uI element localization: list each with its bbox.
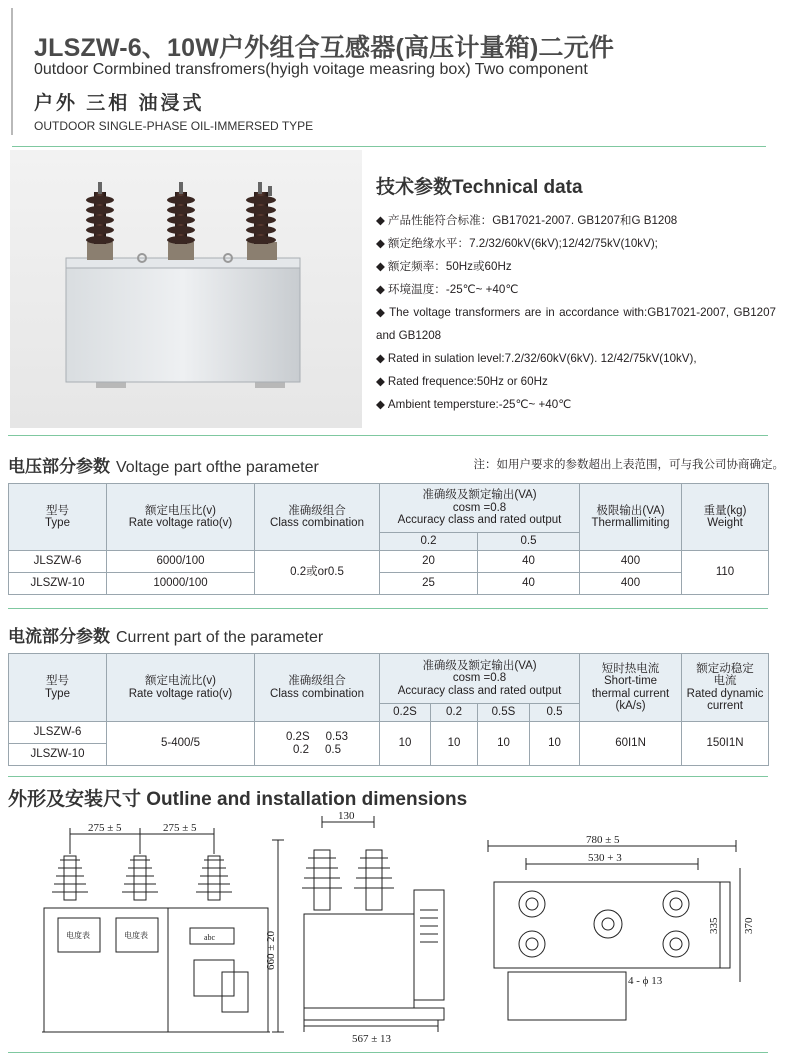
col-weight: 重量(kg) Weight (682, 484, 769, 551)
voltage-divider (8, 608, 768, 609)
dim-plan-a: 780 ± 5 (586, 834, 620, 846)
product-type-cn: 户外 三相 油浸式 (34, 93, 205, 114)
front-view (42, 822, 284, 1032)
col-dynamic: 额定动稳定 电流 Rated dynamic current (682, 654, 769, 722)
outline-drawings (8, 810, 778, 1050)
col-ratio: 额定电流比(v) Rate voltage ratio(v) (107, 654, 255, 722)
dim-front-b: 275 ± 5 (163, 822, 197, 834)
col-type: 型号 Type (9, 484, 107, 551)
col-limit: 极限输出(VA) Thermallimiting (580, 484, 682, 551)
bullet-icon: ◆ (376, 306, 387, 319)
transformer-illustration (10, 150, 362, 428)
bullet-icon: ◆ (376, 375, 385, 388)
side-view (302, 810, 444, 1045)
table-row: JLSZW-10 (9, 744, 769, 766)
class-combination-cell: 0.2S 0.53 0.2 0.5 (255, 722, 380, 766)
bullet-icon: ◆ (376, 352, 385, 365)
bottom-divider (8, 1052, 768, 1053)
header-bracket (11, 8, 13, 135)
col-ratio: 额定电压比(v) Rate voltage ratio(v) (107, 484, 255, 551)
product-photo (10, 150, 362, 428)
tech-item: ◆ Ambient tempersture:-25℃~ +40℃ (376, 398, 572, 411)
dim-plan-b: 530 + 3 (588, 852, 622, 864)
current-section-title: 电流部分参数 Current part of the parameter (8, 627, 324, 646)
table-subheader-row: 0.2 0.5 (9, 533, 769, 551)
current-divider (8, 776, 768, 777)
dim-side-top: 130 (338, 810, 355, 822)
outline-title: 外形及安装尺寸 Outline and installation dimensions (8, 789, 468, 810)
plan-view (488, 834, 755, 1020)
table-subheader-row: 0.2S 0.2 0.5S 0.5 (9, 704, 769, 722)
tech-item: ◆ Rated frequence:50Hz or 60Hz (376, 375, 548, 388)
page-title: JLSZW-6、10W户外组合互感器(高压计量箱)二元件 (34, 34, 615, 62)
table-row: JLSZW-6 6000/100 0.2或or0.5 20 40 400 110 (9, 551, 769, 573)
meter-label-a: 电度表 (66, 931, 90, 940)
bullet-icon: ◆ (376, 214, 385, 227)
terminal-label: abc (204, 933, 216, 942)
voltage-section-title: 电压部分参数 Voltage part ofthe parameter (8, 457, 319, 476)
page-subtitle-en: 0utdoor Cormbined transfromers(hyigh voitage measring box) Two component (34, 61, 588, 78)
col-short-time: 短时热电流 Short-time thermal current (kA/s) (580, 654, 682, 722)
bushing-middle (167, 182, 195, 260)
table-header-row (9, 484, 769, 533)
col-type: 型号 Type (9, 654, 107, 722)
header (0, 0, 800, 145)
current-table (8, 653, 769, 766)
table-row: JLSZW-10 10000/100 25 40 400 (9, 573, 769, 595)
dim-side-bottom: 567 ± 13 (352, 1033, 392, 1045)
table-header-row (9, 654, 769, 704)
col-accuracy: 准确级及额定输出(VA) cosm =0.8 Accuracy class and rated output (380, 484, 580, 533)
dim-front-a: 275 ± 5 (88, 822, 122, 834)
bullet-icon: ◆ (376, 398, 385, 411)
dim-plan-hole: 4 - ϕ 13 (628, 975, 663, 987)
col-accuracy: 准确级及额定输出(VA) cosm =0.8 Accuracy class and rated output (380, 654, 580, 704)
technical-title: 技术参数Technical data (376, 177, 583, 198)
tech-item: ◆ The voltage transformers are in accordance with:GB17021-2007, GB1207 and GB1208 (376, 306, 776, 342)
dim-front-height: 660 ± 20 (265, 930, 277, 970)
col-class: 准确级组合 Class combination (255, 484, 380, 551)
tech-item: ◆ 产品性能符合标准：GB17021-2007. GB1207和G B1208 (376, 214, 678, 227)
table-row: JLSZW-6 5-400/5 0.2S 0.53 0.2 0.5 10 10 10 10 60I1N 150I1N (9, 722, 769, 744)
product-type-en: OUTDOOR SINGLE-PHASE OIL-IMMERSED TYPE (34, 119, 314, 133)
meter-label-b: 电度表 (124, 931, 148, 940)
voltage-table (8, 483, 769, 595)
dim-plan-c: 335 (708, 917, 720, 934)
dimension-drawing (8, 810, 778, 1050)
bullet-icon: ◆ (376, 260, 385, 273)
photo-divider (8, 435, 768, 436)
bullet-icon: ◆ (376, 237, 385, 250)
col-class: 准确级组合 Class combination (255, 654, 380, 722)
bushing-left (86, 182, 114, 260)
bullet-icon: ◆ (376, 283, 385, 296)
tech-item: ◆ 额定绝缘水平：7.2/32/60kV(6kV);12/42/75kV(10kV); (376, 237, 658, 250)
tech-item: ◆ Rated in sulation level:7.2/32/60kV(6kV). 12/42/75kV(10kV), (376, 352, 697, 365)
tech-item: ◆ 环境温度：-25℃~ +40℃ (376, 283, 519, 296)
bushing-right (246, 182, 277, 260)
tech-item: ◆ 额定频率：50Hz或60Hz (376, 260, 512, 273)
technical-data (376, 172, 776, 416)
voltage-note: 注：如用户要求的参数超出上表范围，可与我公司协商确定。 (473, 459, 784, 471)
dim-plan-d: 370 (743, 917, 755, 934)
header-divider (12, 146, 766, 147)
